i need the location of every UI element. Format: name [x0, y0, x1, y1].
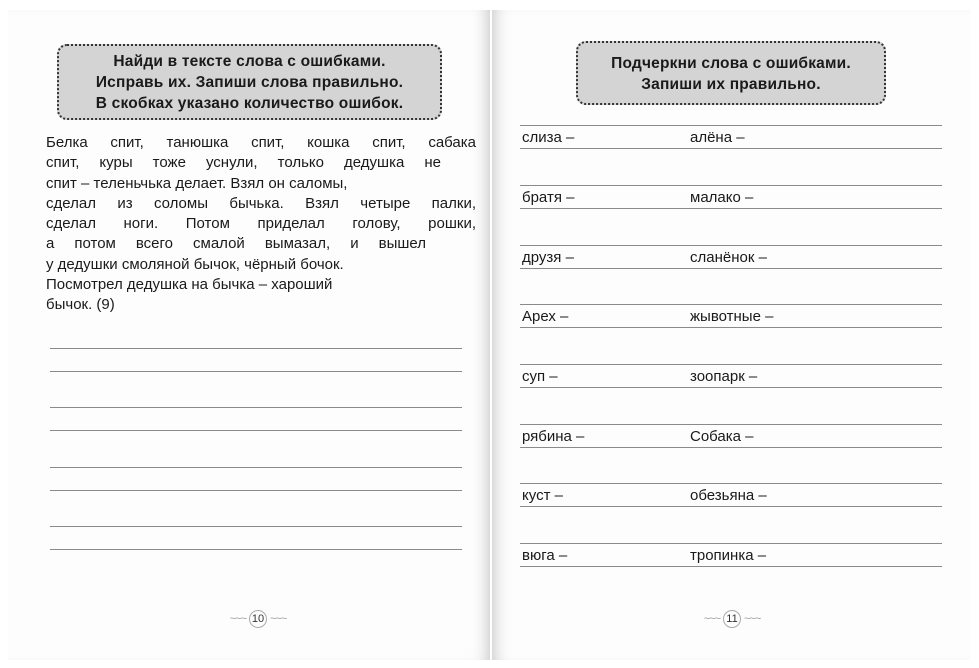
story-text — [46, 133, 476, 316]
writing-line[interactable] — [50, 526, 462, 527]
story-line: бычок. (9) — [46, 296, 115, 314]
word-right: тропинка – — [690, 547, 767, 564]
writing-line[interactable] — [520, 447, 942, 448]
word-right: малако – — [690, 189, 754, 206]
word-left: братя – — [522, 189, 575, 206]
story-line: Белка спит, танюшка спит, кошка спит, сабака — [46, 134, 476, 151]
word-left: друзя – — [522, 249, 574, 266]
task-line: Запиши их правильно. — [641, 76, 821, 93]
word-left: вюга – — [522, 547, 568, 564]
writing-line[interactable] — [50, 490, 462, 491]
story-line: спит, куры тоже уснули, только дедушка не — [46, 154, 441, 172]
page-number-value: 11 — [723, 610, 741, 628]
writing-line[interactable] — [520, 148, 942, 149]
word-right: обезьяна – — [690, 487, 767, 504]
writing-line[interactable] — [520, 506, 942, 507]
story-line: сделал ноги. Потом приделал голову, рошки, — [46, 215, 476, 233]
task-line: Найди в тексте слова с ошибками. — [113, 53, 386, 70]
writing-line[interactable] — [520, 304, 942, 305]
story-line: у дедушки смоляной бычок, чёрный бочок. — [46, 255, 344, 273]
word-right: Собака – — [690, 428, 754, 445]
writing-line[interactable] — [520, 424, 942, 425]
word-left: Арех – — [522, 308, 569, 325]
writing-line[interactable] — [520, 364, 942, 365]
writing-line[interactable] — [50, 549, 462, 550]
word-right: алёна – — [690, 129, 745, 146]
story-line: а потом всего смалой вымазал, и вышел — [46, 235, 426, 253]
writing-line[interactable] — [520, 566, 942, 567]
workbook-spread — [8, 10, 970, 660]
word-right: жывотные – — [690, 308, 774, 325]
writing-line[interactable] — [50, 348, 462, 349]
word-left: рябина – — [522, 428, 585, 445]
writing-line[interactable] — [50, 371, 462, 372]
writing-line[interactable] — [50, 430, 462, 431]
page-number-deco: ~~~ — [229, 613, 246, 625]
writing-line[interactable] — [520, 125, 942, 126]
page-number-deco: ~~~ — [703, 613, 720, 625]
right-page — [492, 10, 970, 660]
word-left: суп – — [522, 368, 558, 385]
writing-line[interactable] — [520, 387, 942, 388]
word-left: слиза – — [522, 129, 575, 146]
word-right: сланёнок – — [690, 249, 767, 266]
page-number-left — [218, 610, 298, 628]
writing-line[interactable] — [520, 185, 942, 186]
word-right: зоопарк – — [690, 368, 758, 385]
task-line: Исправь их. Запиши слова правильно. — [95, 74, 404, 91]
writing-line[interactable] — [520, 245, 942, 246]
page-number-deco: ~~~ — [744, 613, 761, 625]
writing-line[interactable] — [50, 467, 462, 468]
left-page — [8, 10, 490, 660]
story-line: Посмотрел дедушка на бычка – хароший — [46, 276, 333, 294]
word-left: куст – — [522, 487, 563, 504]
right-task-box — [576, 41, 886, 105]
page-number-right — [692, 610, 772, 628]
writing-line[interactable] — [520, 327, 942, 328]
writing-line[interactable] — [520, 208, 942, 209]
left-task-box — [57, 44, 442, 120]
writing-line[interactable] — [520, 543, 942, 544]
writing-line[interactable] — [50, 407, 462, 408]
page-number-value: 10 — [249, 610, 267, 628]
task-line: Подчеркни слова с ошибками. — [611, 55, 851, 72]
task-line: В скобках указано количество ошибок. — [95, 95, 404, 112]
story-line: спит – теленьчька делает. Взял он саломы, — [46, 174, 348, 192]
writing-line[interactable] — [520, 268, 942, 269]
page-number-deco: ~~~ — [270, 613, 287, 625]
writing-line[interactable] — [520, 483, 942, 484]
story-line: сделал из соломы бычька. Взял четыре палки, — [46, 194, 476, 212]
